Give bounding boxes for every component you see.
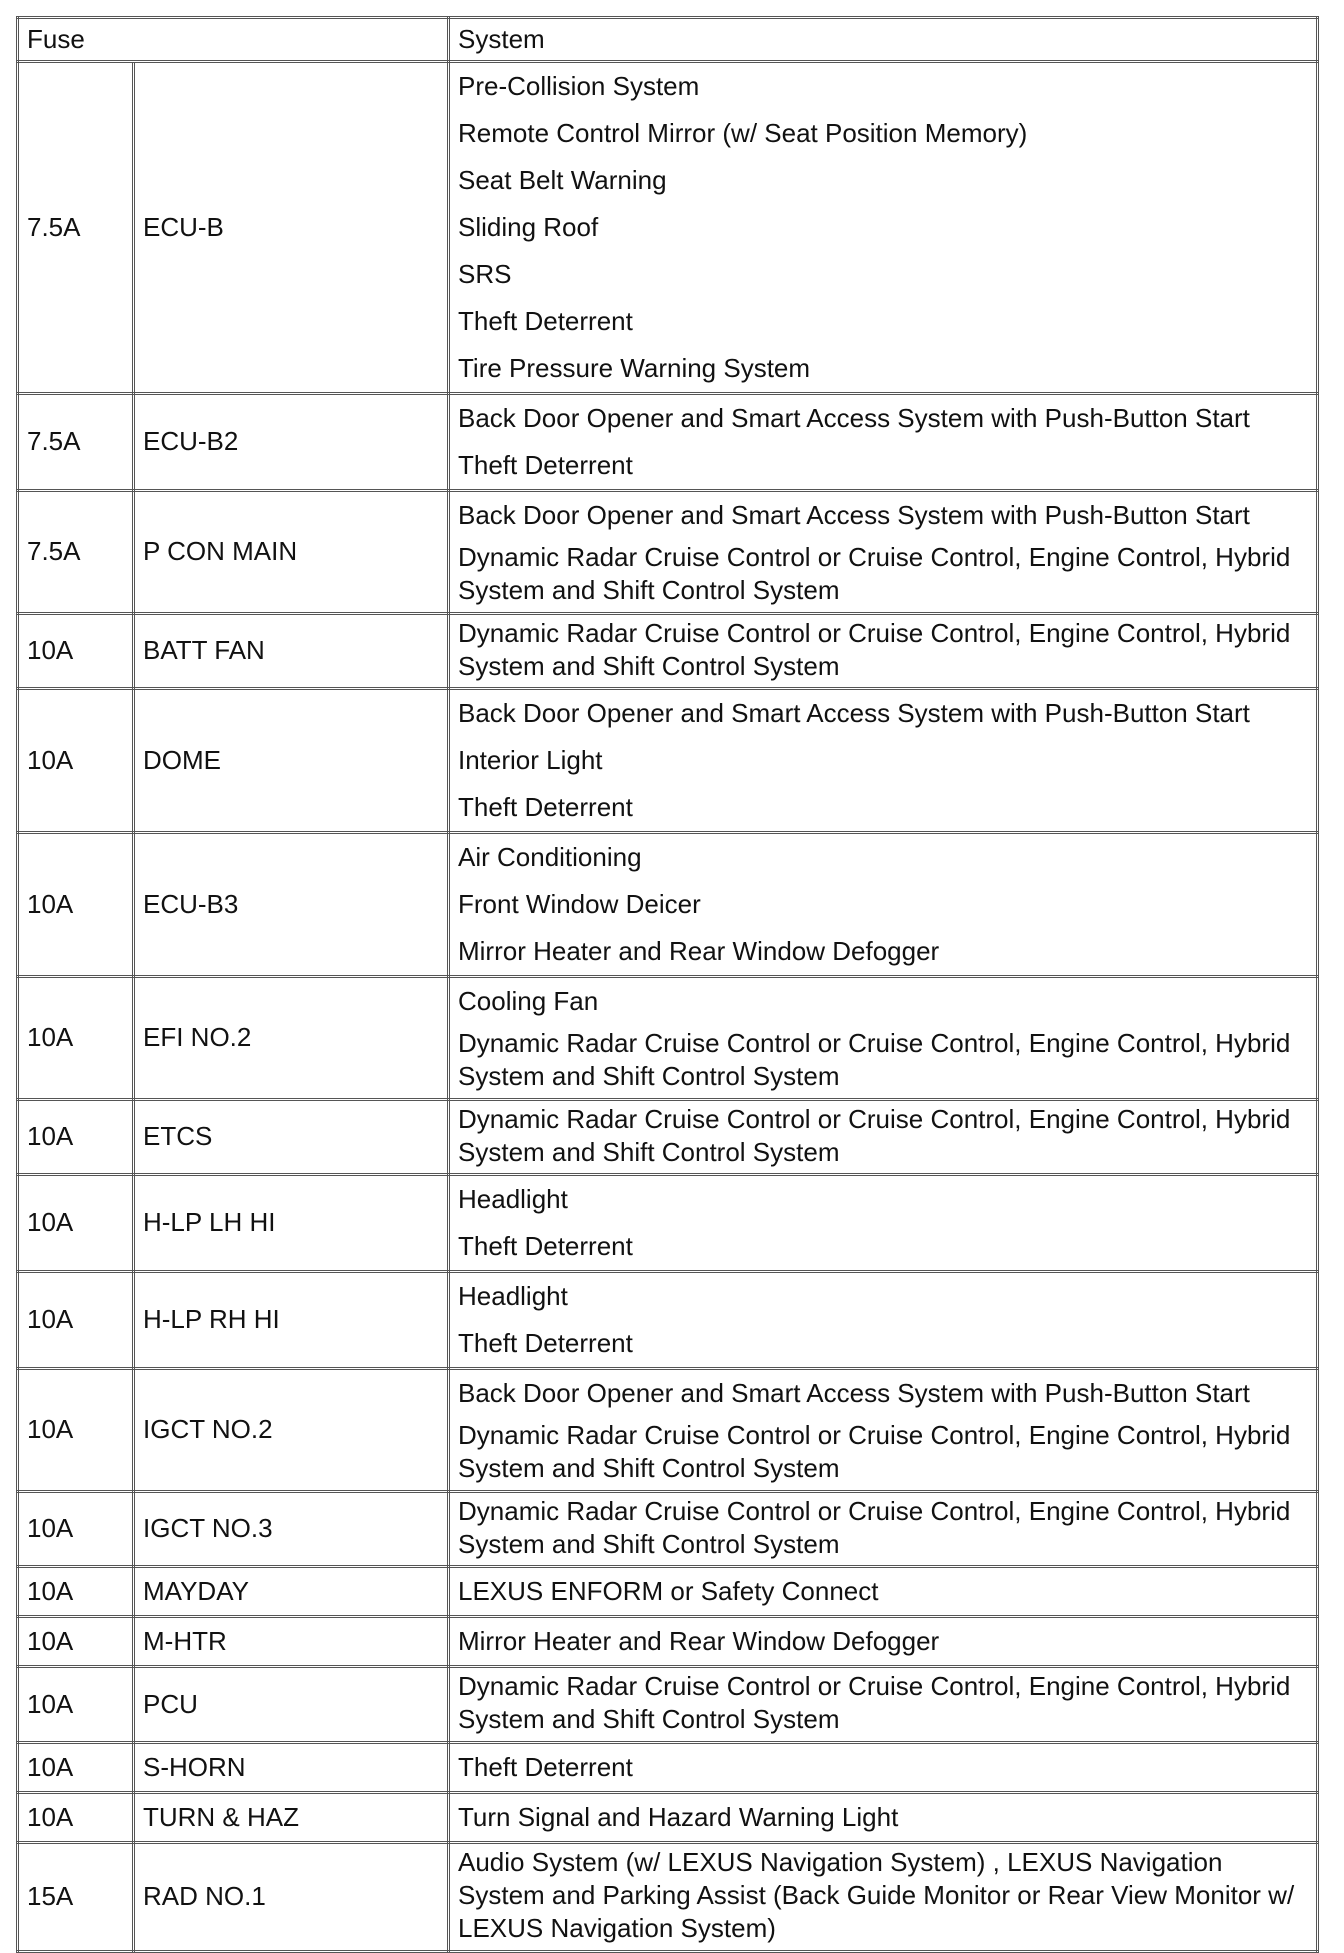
fuse-table-body xyxy=(18,62,1318,1952)
fuse-amperage: 10A xyxy=(18,1742,134,1792)
fuse-name: IGCT NO.2 xyxy=(134,1369,449,1492)
fuse-systems xyxy=(449,1792,1318,1842)
system-item: Dynamic Radar Cruise Control or Cruise Control, Engine Control, Hybrid System and Shift Control System xyxy=(458,1495,1291,1559)
fuse-row xyxy=(18,1175,1318,1272)
fuse-systems xyxy=(449,1667,1318,1743)
fuse-systems xyxy=(449,613,1318,689)
fuse-systems xyxy=(449,977,1318,1100)
fuse-row xyxy=(18,394,1318,491)
fuse-row xyxy=(18,977,1318,1100)
fuse-amperage: 10A xyxy=(18,1491,134,1567)
system-item: Dynamic Radar Cruise Control or Cruise Control, Engine Control, Hybrid System and Shift Control System xyxy=(458,1671,1291,1735)
fuse-systems xyxy=(449,1175,1318,1272)
fuse-amperage: 10A xyxy=(18,977,134,1100)
fuse-amperage: 10A xyxy=(18,613,134,689)
system-item: Back Door Opener and Smart Access System with Push-Button Start xyxy=(458,499,1250,530)
fuse-row xyxy=(18,1742,1318,1792)
system-item: Front Window Deicer xyxy=(458,888,701,919)
system-item: Mirror Heater and Rear Window Defogger xyxy=(458,1626,940,1657)
fuse-row xyxy=(18,1491,1318,1567)
fuse-systems xyxy=(449,1272,1318,1369)
system-item: Turn Signal and Hazard Warning Light xyxy=(458,1801,899,1832)
system-item: Seat Belt Warning xyxy=(458,164,667,195)
fuse-name: MAYDAY xyxy=(134,1567,449,1617)
fuse-row xyxy=(18,1667,1318,1743)
fuse-systems xyxy=(449,1099,1318,1175)
system-item: Air Conditioning xyxy=(458,841,642,872)
fuse-row xyxy=(18,1369,1318,1492)
fuse-amperage: 10A xyxy=(18,1369,134,1492)
fuse-name: PCU xyxy=(134,1667,449,1743)
fuse-amperage: 15A xyxy=(18,1842,134,1951)
fuse-amperage: 7.5A xyxy=(18,491,134,614)
fuse-name: H-LP RH HI xyxy=(134,1272,449,1369)
fuse-header: Fuse xyxy=(18,18,449,62)
fuse-amperage: 10A xyxy=(18,1272,134,1369)
fuse-name: M-HTR xyxy=(134,1617,449,1667)
fuse-row xyxy=(18,62,1318,394)
fuse-name: ECU-B3 xyxy=(134,833,449,977)
system-item: LEXUS ENFORM or Safety Connect xyxy=(458,1576,879,1607)
fuse-name: TURN & HAZ xyxy=(134,1792,449,1842)
system-item: Pre-Collision System xyxy=(458,70,700,101)
fuse-name: H-LP LH HI xyxy=(134,1175,449,1272)
system-item: Interior Light xyxy=(458,744,603,775)
system-item: Headlight xyxy=(458,1280,568,1311)
system-item: Tire Pressure Warning System xyxy=(458,352,811,383)
fuse-row xyxy=(18,1099,1318,1175)
system-item: Sliding Roof xyxy=(458,211,599,242)
fuse-amperage: 7.5A xyxy=(18,62,134,394)
fuse-row xyxy=(18,1792,1318,1842)
fuse-systems xyxy=(449,833,1318,977)
system-item: Dynamic Radar Cruise Control or Cruise Control, Engine Control, Hybrid System and Shift Control System xyxy=(458,1028,1291,1092)
fuse-systems xyxy=(449,1842,1318,1951)
fuse-amperage: 10A xyxy=(18,1175,134,1272)
system-item: Theft Deterrent xyxy=(458,1751,633,1782)
system-item: Theft Deterrent xyxy=(458,791,633,822)
fuse-row xyxy=(18,613,1318,689)
system-item: Dynamic Radar Cruise Control or Cruise Control, Engine Control, Hybrid System and Shift Control System xyxy=(458,1103,1291,1167)
fuse-systems xyxy=(449,1742,1318,1792)
fuse-systems xyxy=(449,491,1318,614)
fuse-amperage: 10A xyxy=(18,1567,134,1617)
system-item: Dynamic Radar Cruise Control or Cruise Control, Engine Control, Hybrid System and Shift Control System xyxy=(458,1420,1291,1484)
fuse-amperage: 10A xyxy=(18,1667,134,1743)
fuse-row xyxy=(18,1617,1318,1667)
system-item: Theft Deterrent xyxy=(458,305,633,336)
system-item: Back Door Opener and Smart Access System with Push-Button Start xyxy=(458,402,1250,433)
system-item: Audio System (w/ LEXUS Navigation System) , LEXUS Navigation System and Parking Assist (Back Guide Monitor or Rear View Monitor w/ LEXUS Navigation System) xyxy=(458,1846,1295,1944)
fuse-systems xyxy=(449,1567,1318,1617)
system-item: SRS xyxy=(458,258,512,289)
fuse-systems xyxy=(449,394,1318,491)
system-item: Theft Deterrent xyxy=(458,449,633,480)
fuse-systems xyxy=(449,689,1318,833)
fuse-name: RAD NO.1 xyxy=(134,1842,449,1951)
fuse-table xyxy=(16,16,1319,1953)
fuse-amperage: 10A xyxy=(18,833,134,977)
system-item: Back Door Opener and Smart Access System with Push-Button Start xyxy=(458,697,1250,728)
fuse-amperage: 10A xyxy=(18,1617,134,1667)
fuse-row xyxy=(18,491,1318,614)
system-item: Remote Control Mirror (w/ Seat Position Memory) xyxy=(458,117,1028,148)
fuse-name: ECU-B xyxy=(134,62,449,394)
fuse-row xyxy=(18,1272,1318,1369)
fuse-amperage: 7.5A xyxy=(18,394,134,491)
fuse-systems xyxy=(449,1491,1318,1567)
fuse-amperage: 10A xyxy=(18,689,134,833)
system-item: Back Door Opener and Smart Access System with Push-Button Start xyxy=(458,1377,1250,1408)
fuse-row xyxy=(18,833,1318,977)
system-item: Cooling Fan xyxy=(458,985,599,1016)
fuse-name: ECU-B2 xyxy=(134,394,449,491)
system-item: Dynamic Radar Cruise Control or Cruise Control, Engine Control, Hybrid System and Shift Control System xyxy=(458,617,1291,681)
fuse-row xyxy=(18,1842,1318,1951)
system-item: Theft Deterrent xyxy=(458,1230,633,1261)
system-header: System xyxy=(449,18,1318,62)
fuse-amperage: 10A xyxy=(18,1792,134,1842)
fuse-name: P CON MAIN xyxy=(134,491,449,614)
fuse-name: S-HORN xyxy=(134,1742,449,1792)
fuse-name: EFI NO.2 xyxy=(134,977,449,1100)
system-item: Theft Deterrent xyxy=(458,1327,633,1358)
fuse-name: BATT FAN xyxy=(134,613,449,689)
fuse-amperage: 10A xyxy=(18,1099,134,1175)
fuse-systems xyxy=(449,1617,1318,1667)
system-item: Headlight xyxy=(458,1183,568,1214)
header-row xyxy=(18,18,1318,62)
fuse-systems xyxy=(449,1369,1318,1492)
system-item: Dynamic Radar Cruise Control or Cruise Control, Engine Control, Hybrid System and Shift Control System xyxy=(458,542,1291,606)
fuse-name: DOME xyxy=(134,689,449,833)
fuse-row xyxy=(18,689,1318,833)
fuse-name: ETCS xyxy=(134,1099,449,1175)
system-item: Mirror Heater and Rear Window Defogger xyxy=(458,935,940,966)
fuse-name: IGCT NO.3 xyxy=(134,1491,449,1567)
fuse-systems xyxy=(449,62,1318,394)
fuse-row xyxy=(18,1567,1318,1617)
